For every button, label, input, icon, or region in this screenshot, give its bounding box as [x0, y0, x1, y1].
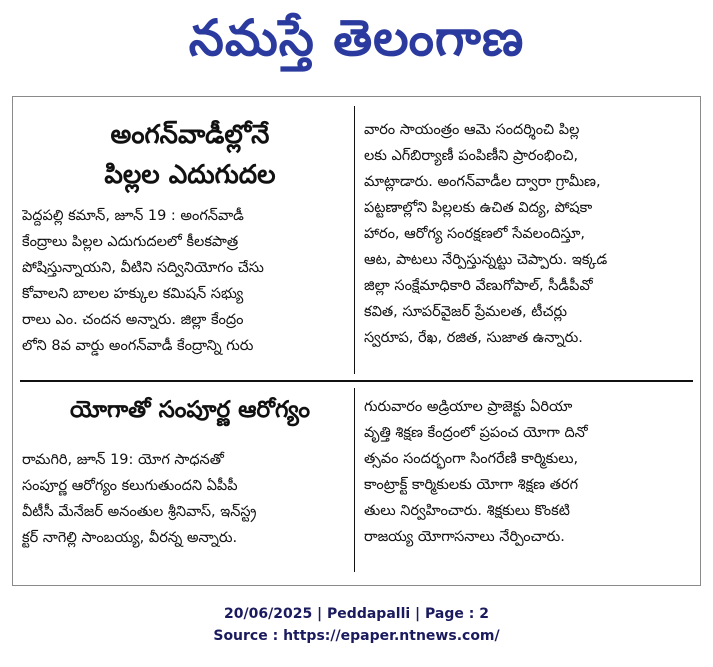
- text-line: లోని 8వ వార్డు అంగన్‌వాడీ కేంద్రాన్ని గురు: [22, 338, 254, 354]
- text-line: ఆట, పాటలు నేర్పిస్తున్నట్టు చెప్పారు. ఇక్కడ: [364, 252, 608, 268]
- text-line: హారం, ఆరోగ్య సంరక్షణలో సేవలందిస్తూ,: [364, 226, 586, 242]
- text-line: వారం సాయంత్రం ఆమె సందర్శించి పిల్ల: [364, 122, 580, 138]
- footer-date-edition: 20/06/2025 | Peddapalli | Page : 2: [224, 606, 489, 622]
- text-line: వృత్తి శిక్షణ కేంద్రంలో ప్రపంచ యోగా దినో: [364, 425, 588, 441]
- text-line: పెద్దపల్లి కమాన్, జూన్ 19 : అంగన్‌వాడీ: [22, 208, 244, 224]
- newspaper-logo-title: నమస్తే తెలంగాణ: [188, 8, 525, 67]
- text-line: రాజయ్య యోగాసనాలు నేర్పించారు.: [364, 529, 565, 545]
- article1-right-column: [364, 117, 694, 351]
- text-line: పట్టణాల్లోని పిల్లలకు ఉచిత విద్య, పోషకా: [364, 200, 593, 216]
- text-line: పోషిస్తున్నాయని, వీటిని సద్వినియోగం చేసు: [22, 260, 264, 276]
- text-line: స్వరూప, రేఖ, రజిత, సుజాత ఉన్నారు.: [364, 330, 583, 346]
- text-line: వీటీసీ మేనేజర్ అనంతుల శ్రీనివాస్, ఇన్‌స్ట్ర: [22, 504, 257, 520]
- text-line: జిల్లా సంక్షేమాధికారి వేణుగోపాల్, సీడీపీవో: [364, 278, 593, 294]
- text-line: సంపూర్ణ ఆరోగ్యం కలుగుతుందని ఏపీపీ: [22, 478, 238, 494]
- text-line: త్సవం సందర్భంగా సింగరేణి కార్మికులు,: [364, 451, 579, 467]
- column-divider-top: [354, 106, 355, 374]
- article2-left-column: [22, 447, 350, 551]
- article-separator: [20, 380, 693, 382]
- text-line: కోవాలని బాలల హక్కుల కమిషన్ సభ్యు: [22, 286, 244, 302]
- text-line: గురువారం అడ్రియాల ప్రాజెక్టు ఏరియా: [364, 399, 573, 415]
- text-line: రామగిరి, జూన్ 19: యోగ సాధనతో: [22, 452, 224, 468]
- text-line: రాలు ఎం. చందన అన్నారు. జిల్లా కేంద్రం: [22, 312, 244, 328]
- column-divider-bottom: [354, 388, 355, 572]
- article1-left-column: [22, 203, 350, 359]
- text-line: తులు నిర్వహించారు. శిక్షకులు కొంకటి: [364, 503, 570, 519]
- article2-headline: యోగాతో సంపూర్ణ ఆరోగ్యం: [70, 397, 310, 423]
- article1-headline-line1: అంగన్‌వాడీల్లోనే: [110, 120, 270, 150]
- text-line: కేంద్రాలు పిల్లల ఎదుగుదలలో కీలకపాత్ర: [22, 234, 239, 250]
- text-line: కాంట్రాక్ట్ కార్మికులకు యోగా శిక్షణ తరగ: [364, 477, 579, 493]
- text-line: లకు ఎగ్‌బిర్యాణీ పంపిణీని ప్రారంభించి,: [364, 148, 579, 164]
- article1-headline-line2: పిల్లల ఎదుగుదల: [104, 160, 276, 190]
- text-line: క్టర్ నాగెల్లి సాంబయ్య, వీరన్న అన్నారు.: [22, 530, 238, 546]
- text-line: కవిత, సూపర్‌వైజర్ ప్రేమలత, టీచర్లు: [364, 304, 568, 320]
- footer-source: Source : https://epaper.ntnews.com/: [213, 628, 500, 644]
- masthead: [0, 0, 713, 88]
- article2-right-column: [364, 394, 694, 550]
- text-line: మాట్లాడారు. అంగన్‌వాడీల ద్వారా గ్రామీణ,: [364, 174, 601, 190]
